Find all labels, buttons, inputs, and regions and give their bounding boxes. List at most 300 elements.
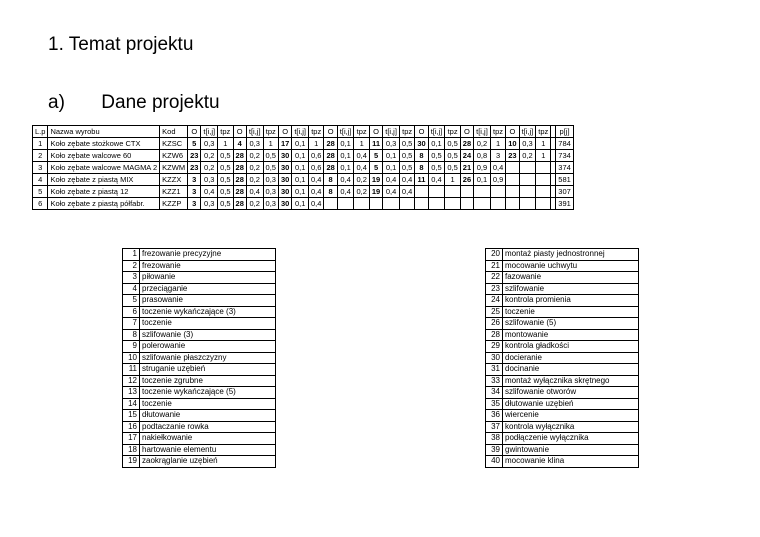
table-cell: 8 [415,162,428,174]
operation-number: 22 [486,272,503,284]
operation-number: 18 [123,444,140,456]
operation-row [486,272,639,284]
table-cell: 0,5 [399,138,414,150]
table-cell: 4 [33,174,48,186]
table-cell: 0,1 [383,162,400,174]
table-cell: 28 [233,174,246,186]
table-cell [536,162,551,174]
table-cell [519,186,536,198]
column-header: O [324,126,337,138]
table-cell [460,198,473,210]
table-cell: 0,1 [337,138,354,150]
operation-row [123,375,276,387]
table-cell [383,198,400,210]
table-cell [506,186,519,198]
column-header: t[i,j] [519,126,536,138]
table-row [33,198,574,210]
operation-name: szlifowanie (5) [503,318,639,330]
table-cell: 24 [460,150,473,162]
operation-name: szlifowanie otworów [503,387,639,399]
table-cell: 3 [188,186,201,198]
operation-row [486,398,639,410]
operation-row [123,249,276,261]
table-cell: 0,4 [399,186,414,198]
table-cell: 0,4 [383,186,400,198]
operation-number: 28 [486,329,503,341]
operation-number: 30 [486,352,503,364]
operation-number: 31 [486,364,503,376]
table-cell: 1 [536,138,551,150]
operation-row [486,421,639,433]
operation-number: 25 [486,306,503,318]
operation-name: toczenie wykańczające (3) [140,306,276,318]
operation-number: 4 [123,283,140,295]
column-header: tpz [218,126,233,138]
operations-table-right [485,248,639,468]
column-header: Nazwa wyrobu [48,126,160,138]
table-cell: 0,3 [246,138,263,150]
operation-name: kontrola gładkości [503,341,639,353]
operation-row [486,456,639,468]
operation-number: 24 [486,295,503,307]
table-cell: 0,4 [337,186,354,198]
operation-row [486,444,639,456]
operation-number: 13 [123,387,140,399]
column-header: t[i,j] [337,126,354,138]
column-header: O [369,126,382,138]
table-cell: 30 [278,162,291,174]
table-cell: 0,5 [428,162,445,174]
operation-number: 7 [123,318,140,330]
operation-number: 10 [123,352,140,364]
table-cell: 1 [263,138,278,150]
column-header: t[i,j] [474,126,491,138]
operation-name: fazowanie [503,272,639,284]
operation-name: kontrola wyłącznika [503,421,639,433]
table-row [33,138,574,150]
table-cell: 0,3 [263,186,278,198]
table-cell [506,174,519,186]
table-cell: 28 [233,198,246,210]
table-row [33,174,574,186]
column-header: tpz [399,126,414,138]
table-cell: 23 [188,162,201,174]
operation-row [123,306,276,318]
operation-name: piłowanie [140,272,276,284]
table-cell: 21 [460,162,473,174]
table-cell: 0,2 [201,150,218,162]
column-header: t[i,j] [246,126,263,138]
table-cell: 0,3 [201,198,218,210]
operation-name: kontrola promienia [503,295,639,307]
table-cell: 19 [369,174,382,186]
table-cell: 8 [415,150,428,162]
operation-row [123,456,276,468]
operation-row [486,341,639,353]
column-header: O [415,126,428,138]
table-cell: 3 [188,174,201,186]
operation-name: frezowanie precyzyjne [140,249,276,261]
operation-row [123,260,276,272]
operation-row [123,329,276,341]
table-cell: 0,9 [490,174,505,186]
table-cell: 1 [354,138,369,150]
operation-name: mocowanie uchwytu [503,260,639,272]
table-cell: 5 [369,162,382,174]
operation-row [123,364,276,376]
operation-number: 3 [123,272,140,284]
table-cell: 0,1 [337,162,354,174]
table-cell: 5 [369,150,382,162]
table-cell: 28 [233,150,246,162]
table-cell: 28 [233,162,246,174]
table-header-row [33,126,574,138]
table-cell: 1 [33,138,48,150]
table-cell: 0,5 [218,174,233,186]
table-cell: 30 [278,150,291,162]
table-cell: 28 [324,162,337,174]
operation-row [486,260,639,272]
table-cell: 3 [188,198,201,210]
table-cell: 26 [460,174,473,186]
table-cell: 0,5 [218,162,233,174]
operation-number: 17 [123,433,140,445]
operation-row [486,306,639,318]
operation-number: 29 [486,341,503,353]
table-cell [490,186,505,198]
table-cell [474,186,491,198]
table-cell: KZZX [160,174,188,186]
operation-name: toczenie zgrubne [140,375,276,387]
column-header: Kod [160,126,188,138]
column-header: O [188,126,201,138]
table-cell: 374 [556,162,574,174]
table-cell: 1 [218,138,233,150]
operation-number: 36 [486,410,503,422]
table-cell: KZSC [160,138,188,150]
table-cell: 1 [536,150,551,162]
table-cell: 0,5 [445,150,460,162]
column-header: tpz [263,126,278,138]
table-cell: 0,4 [309,186,324,198]
table-cell: 0,4 [309,174,324,186]
operation-name: wiercenie [503,410,639,422]
table-cell: 581 [556,174,574,186]
table-cell: 0,8 [474,150,491,162]
table-cell: 0,3 [263,198,278,210]
table-cell: 391 [556,198,574,210]
section-heading [48,92,220,114]
table-cell: 0,5 [445,138,460,150]
table-cell: 0,2 [354,174,369,186]
operation-name: toczenie wykańczające (5) [140,387,276,399]
table-cell: 3 [490,150,505,162]
column-header: O [233,126,246,138]
operation-row [486,249,639,261]
operation-row [486,283,639,295]
operation-number: 35 [486,398,503,410]
table-cell: Koło zębate z piastą półfabr. [48,198,160,210]
operations-table-left [122,248,276,468]
table-cell: 0,4 [383,174,400,186]
table-cell: 5 [188,138,201,150]
table-cell: 1 [490,138,505,150]
operation-name: hartowanie elementu [140,444,276,456]
operation-name: prasowanie [140,295,276,307]
operation-name: struganie uzębień [140,364,276,376]
operation-number: 26 [486,318,503,330]
table-cell: 30 [415,138,428,150]
table-cell: 0,5 [218,150,233,162]
operation-name: docinanie [503,364,639,376]
operation-row [486,410,639,422]
operation-name: szlifowanie [503,283,639,295]
table-cell [519,198,536,210]
operation-row [486,352,639,364]
operation-row [486,329,639,341]
operation-row [123,341,276,353]
operation-name: nakiełkowanie [140,433,276,445]
table-cell: KZW6 [160,150,188,162]
table-cell: 8 [324,186,337,198]
table-cell: 30 [278,186,291,198]
table-cell: 30 [278,174,291,186]
operation-row [486,433,639,445]
section-number: a) [48,92,65,113]
operation-row [123,398,276,410]
operation-row [486,364,639,376]
operation-number: 2 [123,260,140,272]
operation-number: 23 [486,283,503,295]
operation-name: toczenie [503,306,639,318]
table-cell: Koło zębate stożkowe CTX [48,138,160,150]
column-header: tpz [354,126,369,138]
table-cell: 17 [278,138,291,150]
product-table [32,125,574,210]
table-cell: KZZP [160,198,188,210]
operation-name: docieranie [503,352,639,364]
column-header: tpz [490,126,505,138]
operation-number: 15 [123,410,140,422]
operation-number: 39 [486,444,503,456]
table-cell: 2 [33,150,48,162]
table-cell [506,162,519,174]
table-cell: 0,6 [309,150,324,162]
table-cell: 10 [506,138,519,150]
operation-number: 40 [486,456,503,468]
column-header: t[i,j] [383,126,400,138]
table-cell: 30 [278,198,291,210]
operation-number: 20 [486,249,503,261]
column-header: t[i,j] [201,126,218,138]
operation-row [123,295,276,307]
section-title: Dane projektu [101,92,220,113]
column-header: t[i,j] [428,126,445,138]
table-row [33,162,574,174]
table-cell [474,198,491,210]
table-cell: 3 [33,162,48,174]
table-cell: 307 [556,186,574,198]
operation-name: podtaczanie rowka [140,421,276,433]
operation-row [123,421,276,433]
table-cell: 0,1 [292,162,309,174]
table-cell: 0,1 [474,174,491,186]
table-cell [428,186,445,198]
table-cell [490,198,505,210]
operation-number: 1 [123,249,140,261]
operation-row [486,318,639,330]
operation-name: dłutowanie [140,410,276,422]
column-header: L.p [33,126,48,138]
operation-name: przeciąganie [140,283,276,295]
table-cell: 0,2 [519,150,536,162]
table-cell: 0,2 [246,198,263,210]
table-cell: 0,1 [428,138,445,150]
column-header: tpz [536,126,551,138]
table-cell: Koło zębate z piastą MIX [48,174,160,186]
table-cell: 0,2 [246,150,263,162]
page-heading: 1. Temat projektu [48,34,194,55]
table-cell: 0,4 [428,174,445,186]
table-cell: 784 [556,138,574,150]
table-cell: 8 [324,174,337,186]
table-cell: 28 [460,138,473,150]
operation-row [123,444,276,456]
column-header: p[j] [556,126,574,138]
table-cell: 0,5 [445,162,460,174]
operation-number: 9 [123,341,140,353]
operation-name: frezowanie [140,260,276,272]
column-header: tpz [445,126,460,138]
operation-row [123,352,276,364]
table-cell [536,186,551,198]
table-cell: 6 [33,198,48,210]
table-cell: 0,5 [263,162,278,174]
table-cell: 0,9 [474,162,491,174]
table-cell: 0,2 [201,162,218,174]
table-cell [519,162,536,174]
operation-number: 12 [123,375,140,387]
table-cell: 0,4 [246,186,263,198]
operation-name: toczenie [140,318,276,330]
table-cell: 0,3 [383,138,400,150]
operation-name: montaż wyłącznika skrętnego [503,375,639,387]
table-cell [460,186,473,198]
operation-name: podłączenie wyłącznika [503,433,639,445]
table-cell [369,198,382,210]
table-cell: 0,1 [292,138,309,150]
operation-number: 16 [123,421,140,433]
operation-number: 5 [123,295,140,307]
operation-row [486,387,639,399]
table-cell [428,198,445,210]
operation-name: montaż piasty jednostronnej [503,249,639,261]
table-cell [445,186,460,198]
table-cell: 4 [233,138,246,150]
table-cell [354,198,369,210]
table-cell: Koło zębate walcowe MAGMA 2 [48,162,160,174]
column-header: O [278,126,291,138]
operation-row [486,375,639,387]
operation-name: polerowanie [140,341,276,353]
table-cell: 0,4 [490,162,505,174]
operation-number: 38 [486,433,503,445]
table-cell: 0,2 [246,162,263,174]
operation-row [486,295,639,307]
operation-number: 34 [486,387,503,399]
table-cell [415,198,428,210]
table-cell: 0,3 [201,174,218,186]
table-cell: 0,4 [201,186,218,198]
table-cell: 0,2 [246,174,263,186]
table-cell: 0,5 [428,150,445,162]
table-cell: 0,5 [399,150,414,162]
table-cell: 0,4 [309,198,324,210]
operation-row [123,272,276,284]
operation-name: mocowanie klina [503,456,639,468]
table-cell [415,186,428,198]
operation-name: szlifowanie płaszczyzny [140,352,276,364]
operation-row [123,410,276,422]
table-cell [324,198,337,210]
table-cell: KZWM [160,162,188,174]
table-cell: 0,5 [218,198,233,210]
operation-number: 8 [123,329,140,341]
table-cell [399,198,414,210]
table-cell [536,174,551,186]
table-cell: 28 [233,186,246,198]
table-cell: 19 [369,186,382,198]
table-cell: 28 [324,150,337,162]
table-cell [536,198,551,210]
table-cell: 0,3 [519,138,536,150]
operation-number: 14 [123,398,140,410]
table-cell: 0,2 [474,138,491,150]
operation-row [123,433,276,445]
column-header: tpz [309,126,324,138]
table-cell: Koło zębate z piastą 12 [48,186,160,198]
operation-row [123,283,276,295]
operation-name: zaokrąglanie uzębień [140,456,276,468]
table-cell [506,198,519,210]
operation-number: 19 [123,456,140,468]
table-cell: 734 [556,150,574,162]
operation-row [123,318,276,330]
operation-name: dłutowanie uzębień [503,398,639,410]
table-cell: 0,1 [383,150,400,162]
table-cell: 0,1 [292,174,309,186]
table-cell: 5 [33,186,48,198]
table-cell: 0,6 [309,162,324,174]
table-cell: 23 [506,150,519,162]
operation-number: 21 [486,260,503,272]
table-cell: 23 [188,150,201,162]
table-cell: 28 [324,138,337,150]
table-cell: 0,1 [292,150,309,162]
table-cell: 0,4 [337,174,354,186]
operation-name: szlifowanie (3) [140,329,276,341]
operation-number: 6 [123,306,140,318]
column-header: O [460,126,473,138]
table-cell: 0,1 [292,186,309,198]
table-cell: 0,5 [218,186,233,198]
operation-number: 37 [486,421,503,433]
operation-number: 33 [486,375,503,387]
table-cell: 0,4 [354,162,369,174]
table-cell: 0,4 [399,174,414,186]
table-cell: 11 [369,138,382,150]
operation-number: 11 [123,364,140,376]
